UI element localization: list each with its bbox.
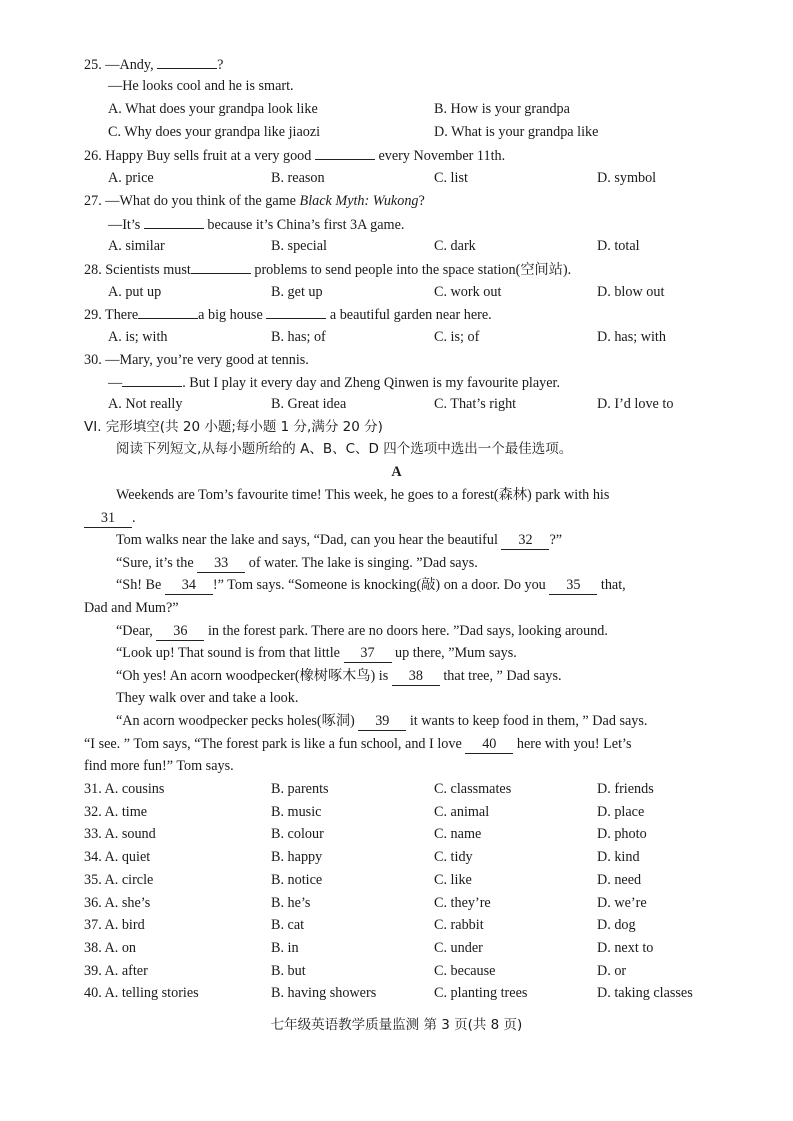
question-text: There — [105, 307, 139, 323]
blank-34: 34 — [165, 576, 213, 595]
passage-line — [116, 712, 647, 731]
passage-text: “Sure, it’s the — [116, 555, 194, 571]
passage-line — [84, 735, 632, 754]
option-c: C. tidy — [434, 849, 473, 866]
passage-text: ?” — [549, 532, 563, 548]
question-text: because it’s China’s first 3A game. — [207, 217, 405, 233]
question-number: 25. — [84, 57, 102, 73]
option-d: D. friends — [597, 781, 654, 797]
option-b: B. How is your grandpa — [434, 101, 570, 117]
option-row-number-a: 35. A. circle — [84, 871, 154, 888]
question-text: . But I play it every day and Zheng Qinwen is my favourite player. — [182, 375, 561, 391]
blank-31: 31 — [84, 509, 132, 528]
passage-text: Tom walks near the lake and says, “Dad, can you hear the beautiful — [116, 532, 498, 548]
passage-text: “Sh! Be — [116, 577, 162, 593]
option-b: B. in — [271, 939, 299, 956]
option-b: B. cat — [271, 917, 305, 934]
question-number: 27. — [84, 193, 102, 209]
option-c: C. planting trees — [434, 985, 528, 1002]
question-30 — [84, 351, 309, 369]
option-b: B. parents — [271, 781, 329, 797]
option-d: D. place — [597, 803, 645, 820]
question-text: —It’s — [108, 217, 141, 233]
option-d: D. or — [597, 962, 627, 979]
option-c: C. because — [434, 962, 496, 979]
answer-blank — [191, 260, 251, 274]
passage-line — [116, 531, 562, 550]
question-text: — — [108, 375, 123, 391]
option-c: C. is; of — [434, 329, 480, 345]
section-instruction: 阅读下列短文,从每小题所给的 A、B、C、D 四个选项中选出一个最佳选项。 — [116, 441, 573, 457]
question-text: —Mary, you’re very good at tennis. — [105, 352, 309, 368]
page-footer: 七年级英语教学质量监测 第 3 页(共 8 页) — [270, 1017, 523, 1033]
passage-label: A — [391, 464, 402, 480]
question-text: —What do you think of the game — [105, 193, 296, 209]
passage-text: that tree, ” Dad says. — [443, 668, 562, 684]
option-a: A. is; with — [108, 329, 168, 345]
blank-40: 40 — [465, 735, 513, 754]
option-b: B. but — [271, 962, 306, 979]
option-b: B. he’s — [271, 894, 311, 911]
option-b: B. notice — [271, 871, 323, 888]
passage-line: They walk over and take a look. — [116, 690, 299, 706]
option-a: A. Not really — [108, 396, 183, 412]
passage-text: !” Tom says. “Someone is knocking(敲) on a door. Do you — [212, 577, 546, 593]
option-d: D. symbol — [597, 170, 657, 186]
passage-text: of water. The lake is singing. ”Dad says. — [248, 555, 478, 571]
passage-text: “Oh yes! An acorn woodpecker(橡树啄木鸟) is — [116, 668, 389, 684]
question-text: every November 11th. — [378, 148, 506, 164]
option-b: B. happy — [271, 849, 323, 866]
question-text: —Andy, — [105, 57, 154, 73]
question-25 — [84, 55, 223, 74]
answer-blank — [122, 373, 182, 387]
option-c: C. dark — [434, 238, 476, 254]
option-c: C. under — [434, 939, 483, 956]
option-c: C. they’re — [434, 894, 491, 911]
blank-38: 38 — [392, 667, 440, 686]
option-d: D. taking classes — [597, 985, 693, 1002]
passage-text: . — [132, 510, 136, 526]
option-d: D. I’d love to — [597, 396, 674, 412]
question-number: 30. — [84, 352, 102, 368]
question-text: Happy Buy sells fruit at a very good — [105, 148, 312, 164]
option-a: A. similar — [108, 238, 165, 254]
question-26 — [84, 146, 505, 165]
option-b: B. having showers — [271, 985, 377, 1002]
answer-blank — [138, 305, 198, 319]
question-number: 26. — [84, 148, 102, 164]
section-title: VI. 完形填空(共 20 小题;每小题 1 分,满分 20 分) — [84, 419, 383, 435]
passage-line: find more fun!” Tom says. — [84, 758, 234, 774]
option-c: C. rabbit — [434, 917, 484, 934]
option-b: B. get up — [271, 284, 323, 300]
option-b: B. has; of — [271, 329, 326, 345]
blank-36: 36 — [156, 622, 204, 641]
blank-37: 37 — [344, 644, 392, 663]
answer-blank — [157, 55, 217, 69]
option-c: C. work out — [434, 284, 502, 300]
blank-35: 35 — [549, 576, 597, 595]
question-text: ? — [418, 193, 425, 209]
option-a: A. What does your grandpa look like — [108, 101, 318, 117]
option-row-number-a: 37. A. bird — [84, 917, 145, 934]
question-number: 28. — [84, 262, 102, 278]
passage-text: “Look up! That sound is from that little — [116, 645, 340, 661]
question-text: ? — [217, 57, 224, 73]
passage-text: it wants to keep food in them, ” Dad says. — [409, 713, 648, 729]
option-b: B. special — [271, 238, 327, 254]
question-text: a big house — [198, 307, 263, 323]
passage-line — [116, 667, 562, 686]
question-27 — [84, 192, 425, 210]
dialogue-line: —He looks cool and he is smart. — [108, 78, 294, 94]
passage-line: Dad and Mum?” — [84, 600, 179, 616]
blank-39: 39 — [358, 712, 406, 731]
option-c: C. That’s right — [434, 396, 517, 412]
option-d: D. dog — [597, 917, 636, 934]
option-row-number-a: 33. A. sound — [84, 826, 156, 843]
passage-line — [84, 509, 136, 528]
passage-line — [116, 622, 608, 641]
answer-blank — [315, 146, 375, 160]
option-row-number-a: 32. A. time — [84, 803, 148, 820]
question-28 — [84, 260, 571, 279]
option-d: D. we’re — [597, 894, 647, 911]
option-row-number-a: 31. A. cousins — [84, 781, 165, 797]
passage-text: here with you! Let’s — [516, 736, 632, 752]
question-number: 29. — [84, 307, 102, 323]
passage-text: in the forest park. There are no doors here. ”Dad says, looking around. — [207, 623, 608, 639]
dialogue-line — [108, 373, 560, 392]
passage-text: “Dear, — [116, 623, 153, 639]
passage-line — [116, 554, 478, 573]
passage-text: “An acorn woodpecker pecks holes(啄洞) — [116, 713, 355, 729]
option-d: D. total — [597, 238, 640, 254]
option-b: B. Great idea — [271, 396, 347, 412]
option-d: D. has; with — [597, 329, 666, 345]
option-b: B. colour — [271, 826, 324, 843]
question-text: Scientists must — [105, 262, 191, 278]
option-b: B. music — [271, 803, 322, 820]
dialogue-line — [108, 215, 404, 234]
option-d: D. blow out — [597, 284, 665, 300]
option-c: C. Why does your grandpa like jiaozi — [108, 124, 321, 140]
passage-text: “I see. ” Tom says, “The forest park is like a fun school, and I love — [84, 736, 462, 752]
option-row-number-a: 34. A. quiet — [84, 849, 151, 866]
option-c: C. classmates — [434, 781, 512, 797]
option-row-number-a: 36. A. she’s — [84, 894, 151, 911]
blank-33: 33 — [197, 554, 245, 573]
passage-line — [116, 644, 517, 663]
option-b: B. reason — [271, 170, 325, 186]
option-row-number-a: 39. A. after — [84, 962, 148, 979]
option-d: D. What is your grandpa like — [434, 124, 599, 140]
question-text: a beautiful garden near here. — [329, 307, 492, 323]
game-title: Black Myth: Wukong — [299, 193, 419, 209]
option-a: A. put up — [108, 284, 162, 300]
option-c: C. name — [434, 826, 482, 843]
option-d: D. photo — [597, 826, 647, 843]
option-d: D. kind — [597, 849, 640, 866]
option-row-number-a: 40. A. telling stories — [84, 985, 199, 1002]
passage-line — [116, 576, 626, 595]
option-c: C. list — [434, 170, 468, 186]
passage-text: that, — [600, 577, 626, 593]
option-d: D. need — [597, 871, 642, 888]
option-row-number-a: 38. A. on — [84, 939, 137, 956]
question-text: problems to send people into the space station(空间站). — [254, 262, 572, 278]
option-d: D. next to — [597, 939, 654, 956]
passage-text: up there, ”Mum says. — [395, 645, 517, 661]
passage-line: Weekends are Tom’s favourite time! This week, he goes to a forest(森林) park with his — [116, 487, 610, 503]
option-a: A. price — [108, 170, 154, 186]
option-c: C. like — [434, 871, 472, 888]
answer-blank — [266, 305, 326, 319]
answer-blank — [144, 215, 204, 229]
question-29 — [84, 305, 492, 324]
option-c: C. animal — [434, 803, 490, 820]
blank-32: 32 — [501, 531, 549, 550]
